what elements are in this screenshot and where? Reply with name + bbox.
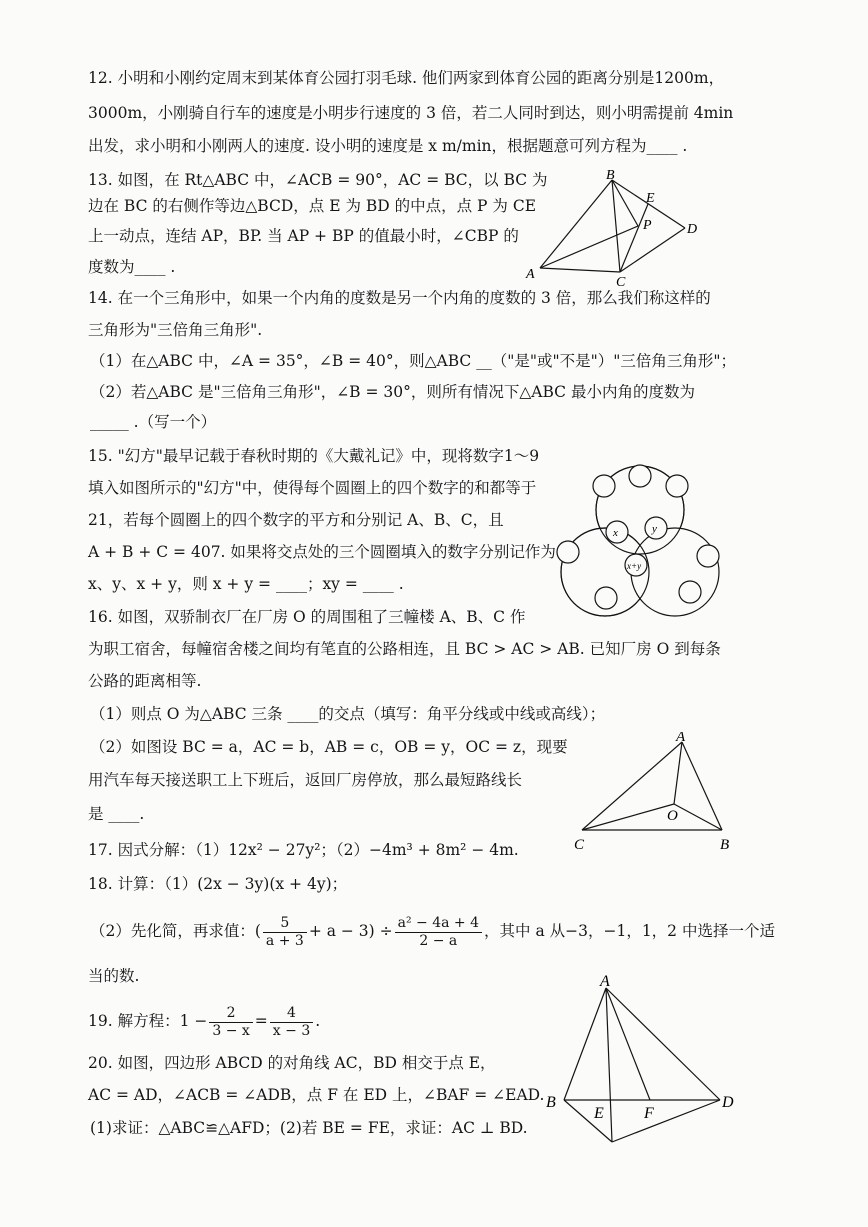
figure-13-triangle [520,168,720,288]
fig20-label-e: E [594,1105,604,1122]
q15-line-1: 15. "幻方"最早记载于春秋时期的《大戴礼记》中，现将数字1～9 [88,447,540,465]
fig13-label-c: C [616,275,626,288]
q19-fraction-1: $\frac{2}{3 - x}$ [209,1005,252,1040]
q14-line-3: （1）在△ABC 中，∠A = 35°，∠B = 40°，则△ABC __（"是"或"不是"）"三倍角三角形"； [90,352,736,370]
q15-line-3: 21，若每个圆圈上的四个数字的平方和分别记 A、B、C，且 [88,511,504,529]
fig13-label-b: B [606,168,615,183]
q13-line-3: 上一动点，连结 AP，BP. 当 AP + BP 的值最小时，∠CBP 的 [88,227,519,245]
fig20-label-b: B [546,1094,556,1111]
q16-line-3: 公路的距离相等. [88,672,202,690]
q16-line-5: （2）如图设 BC = a，AC = b，AB = c，OB = y，OC = z，现要 [90,738,568,756]
q19-line [88,1002,320,1040]
q18-suffix: ，其中 a 从−3，−1，1，2 中选择一个适 [484,922,775,940]
fig15-small-circle [595,587,617,609]
q15-line-4: A + B + C = 407. 如果将交点处的三个圆圈填入的数字分别记作为 [88,543,556,561]
q14-line-4: （2）若△ABC 是"三倍角三角形"，∠B = 30°，则所有情况下△ABC 最小内角的度数为 [90,383,695,401]
q18-fraction-2: $\frac{\text{a² − 4a + 4}}{2 - a}$ [395,915,482,950]
fig16-label-b: B [720,837,730,853]
fig15-small-circle [593,475,615,497]
q19-fraction-2: $\frac{4}{x - 3}$ [270,1005,313,1040]
q20-line-2: AC = AD，∠ACB = ∠ADB，点 F 在 ED 上，∠BAF = ∠EAD. [88,1086,545,1104]
q20-line-1: 20. 如图，四边形 ABCD 的对角线 AC，BD 相交于点 E， [88,1054,496,1072]
q14-line-2: 三角形为"三倍角三角形". [88,321,263,339]
q18-line-3: 当的数. [88,967,140,985]
fig16-label-o: O [667,808,678,824]
fig16-label-a: A [676,732,686,745]
q20-line-3: (1)求证：△ABC≌△AFD；(2)若 BE = FE，求证：AC ⊥ BD. [90,1119,528,1137]
q13-line-4: 度数为____ . [88,258,176,276]
q19-prefix: 19. 解方程：1 − [88,1012,208,1030]
fig20-label-d: D [722,1094,734,1111]
q16-line-1: 16. 如图，双骄制衣厂在厂房 O 的周围租了三幢楼 A、B、C 作 [88,608,526,626]
q18-prefix: （2）先化简，再求值：( [90,922,261,940]
fig13-label-p: P [643,218,652,233]
figure-15-magic-circles [550,462,730,622]
fig15-label-y: y [652,523,657,535]
q14-line-5: _____ .（写一个） [90,413,217,431]
figure-20-quadrilateral [540,970,740,1145]
fig16-label-c: C [574,837,585,853]
q12-line-3: 出发，求小明和小刚两人的速度. 设小明的速度是 x m/min，根据题意可列方程为____ . [88,137,688,155]
q18-fraction-1: $\frac{5}{a + 3}$ [263,915,307,950]
fig15-small-circle [629,465,651,487]
q16-line-4: （1）则点 O 为△ABC 三条 ____的交点（填写：角平分线或中线或高线）； [90,705,606,723]
fig13-label-a: A [526,267,535,282]
q14-line-1: 14. 在一个三角形中，如果一个内角的度数是另一个内角的度数的 3 倍，那么我们称这样的 [88,289,711,307]
q18-line-2 [90,912,775,950]
fig15-small-circle [679,581,701,603]
q13-line-1: 13. 如图，在 Rt△ABC 中，∠ACB = 90°，AC = BC，以 BC 为 [88,171,548,189]
q12-line-2: 3000m，小刚骑自行车的速度是小明步行速度的 3 倍，若二人同时到达，则小明需提前 4min [88,104,734,122]
q12-line-1: 12. 小明和小刚约定周末到某体育公园打羽毛球. 他们两家到体育公园的距离分别是1200m， [88,69,725,87]
q16-line-6: 用汽车每天接送职工上下班后，返回厂房停放，那么最短路线长 [88,771,523,789]
q18-line-1: 18. 计算：（1）(2x − 3y)(x + 4y)； [88,875,348,893]
q18-mid: + a − 3) ÷ [308,922,393,940]
q17-line: 17. 因式分解：（1）12x² − 27y²；（2）−4m³ + 8m² − 4m. [88,841,519,859]
figure-16-triangle [570,732,745,857]
fig15-small-circle [697,545,719,567]
fig15-small-circle [666,475,688,497]
fig20-label-a: A [600,973,610,990]
q16-line-2: 为职工宿舍，每幢宿舍楼之间均有笔直的公路相连，且 BC > AC > AB. 已知厂房 O 到每条 [88,640,721,658]
fig15-label-xy: x+y [627,561,642,571]
fig13-label-d: D [687,222,698,237]
fig15-label-x: x [613,527,618,539]
fig20-label-f: F [644,1105,654,1122]
q19-equals: = [254,1012,268,1030]
q15-line-5: x、y、x + y，则 x + y = ____；xy = ____ . [88,575,404,593]
q15-line-2: 填入如图所示的"幻方"中，使得每个圆圈上的四个数字的和都等于 [88,479,537,497]
q13-line-2: 边在 BC 的右侧作等边△BCD，点 E 为 BD 的中点，点 P 为 CE [88,197,537,215]
fig15-small-circle [557,541,579,563]
q16-line-7: 是 ____. [88,805,145,823]
q19-suffix: . [315,1012,321,1030]
fig13-label-e: E [646,191,655,206]
